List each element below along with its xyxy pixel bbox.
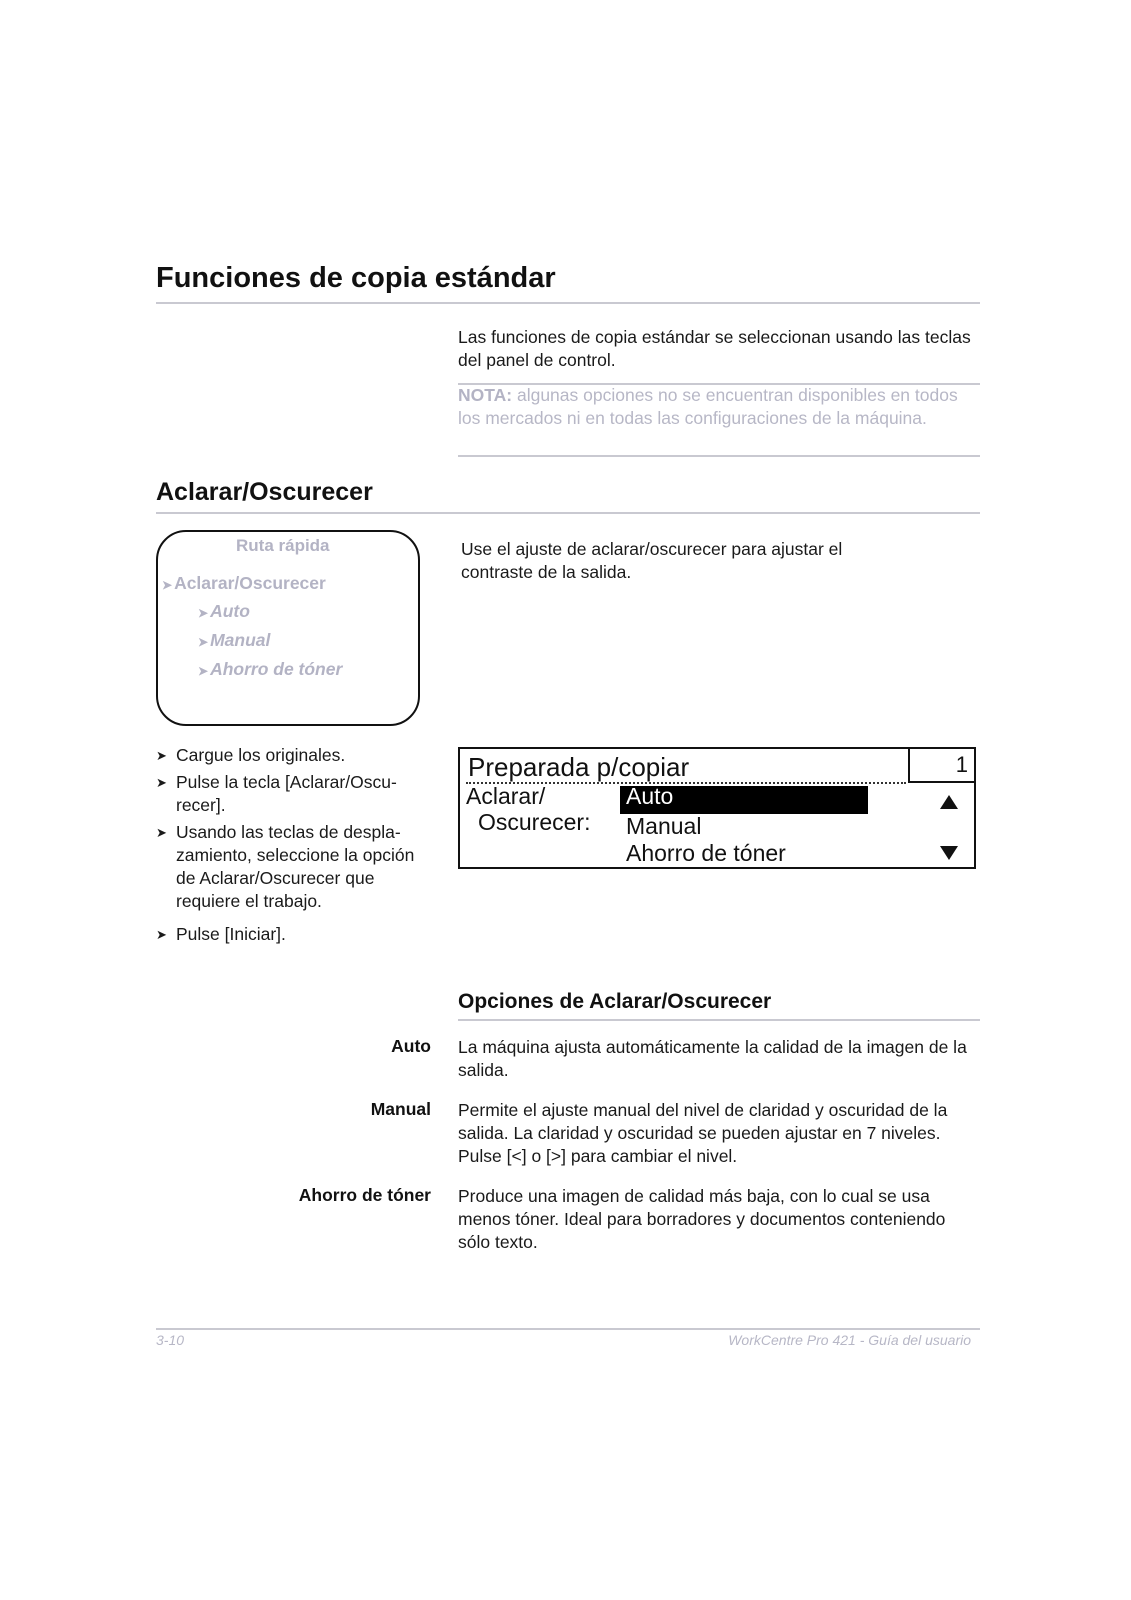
step-text: Pulse la tecla [Aclarar/Oscu-recer]. xyxy=(176,772,397,815)
step-item xyxy=(156,821,426,913)
display-option-auto[interactable]: Auto xyxy=(626,783,674,809)
copy-count: 1 xyxy=(908,749,974,783)
option-desc-toner: Produce una imagen de calidad más baja, con lo cual se usa menos tóner. Ideal para borradores y documentos conteniendo sólo texto. xyxy=(458,1186,946,1252)
bullet-arrow-icon: ➤ xyxy=(156,775,167,790)
intro-text: Las funciones de copia estándar se seleccionan usando las teclas del panel de control. xyxy=(458,327,971,370)
quick-path-item-label: Manual xyxy=(210,630,271,650)
bullet-arrow-icon: ➤ xyxy=(156,927,167,942)
quick-path-box xyxy=(156,530,420,726)
chevron-right-icon: ➤ xyxy=(198,664,209,678)
option-desc-auto: La máquina ajusta automáticamente la calidad de la imagen de la salida. xyxy=(458,1037,967,1080)
options-rule xyxy=(458,1019,980,1021)
display-label-line2: Oscurecer: xyxy=(478,809,591,835)
display-label-line1: Aclarar/ xyxy=(466,783,546,809)
quick-path-root xyxy=(162,573,326,594)
display-option-manual[interactable]: Manual xyxy=(626,813,702,839)
chevron-right-icon: ➤ xyxy=(198,606,209,620)
step-item xyxy=(156,923,426,946)
option-label-manual: Manual xyxy=(370,1099,431,1119)
step-text: Pulse [Iniciar]. xyxy=(176,924,286,944)
chevron-right-icon: ➤ xyxy=(198,635,209,649)
quick-path-item-label: Ahorro de tóner xyxy=(210,659,343,679)
note-text: algunas opciones no se encuentran disponibles en todos los mercados ni en todas las configuraciones de la máquina. xyxy=(458,385,958,428)
quick-path-item-label: Auto xyxy=(210,601,250,621)
quick-path-item-toner xyxy=(198,659,342,680)
section-rule xyxy=(156,512,980,514)
page-title: Funciones de copia estándar xyxy=(156,262,556,294)
quick-path-item-auto xyxy=(198,601,250,622)
page-number: 3-10 xyxy=(156,1332,185,1348)
display-option-toner[interactable]: Ahorro de tóner xyxy=(626,840,786,866)
note-bottom-rule xyxy=(458,455,980,457)
chevron-right-icon: ➤ xyxy=(162,578,173,592)
control-panel-display xyxy=(458,747,976,869)
option-label-auto: Auto xyxy=(391,1036,431,1056)
step-item xyxy=(156,771,426,817)
note-label: NOTA: xyxy=(458,385,513,405)
step-item xyxy=(156,744,426,767)
step-text: Usando las teclas de despla-zamiento, seleccione la opción de Aclarar/Oscurecer que requiere el trabajo. xyxy=(176,822,415,911)
quick-path-title: Ruta rápida xyxy=(236,536,330,555)
footer-rule xyxy=(156,1328,980,1330)
quick-path-root-label: Aclarar/Oscurecer xyxy=(174,573,326,593)
section-description: Use el ajuste de aclarar/oscurecer para ajustar el contraste de la salida. xyxy=(461,539,843,582)
display-status: Preparada p/copiar xyxy=(468,752,690,782)
steps-list xyxy=(156,744,426,956)
note-block xyxy=(458,384,980,430)
title-rule xyxy=(156,302,980,304)
scroll-up-icon[interactable] xyxy=(940,795,958,809)
option-desc-manual: Permite el ajuste manual del nivel de claridad y oscuridad de la salida. La claridad y oscuridad se pueden ajustar en 7 niveles. Pulse [<] o [>] para cambiar el nivel. xyxy=(458,1100,948,1166)
section-title: Aclarar/Oscurecer xyxy=(156,478,373,506)
document-title: WorkCentre Pro 421 - Guía del usuario xyxy=(728,1332,971,1348)
bullet-arrow-icon: ➤ xyxy=(156,825,167,840)
quick-path-item-manual xyxy=(198,630,270,651)
option-label-toner: Ahorro de tóner xyxy=(298,1185,431,1205)
step-text: Cargue los originales. xyxy=(176,745,346,765)
options-title: Opciones de Aclarar/Oscurecer xyxy=(458,990,772,1013)
scroll-down-icon[interactable] xyxy=(940,846,958,860)
bullet-arrow-icon: ➤ xyxy=(156,748,167,763)
